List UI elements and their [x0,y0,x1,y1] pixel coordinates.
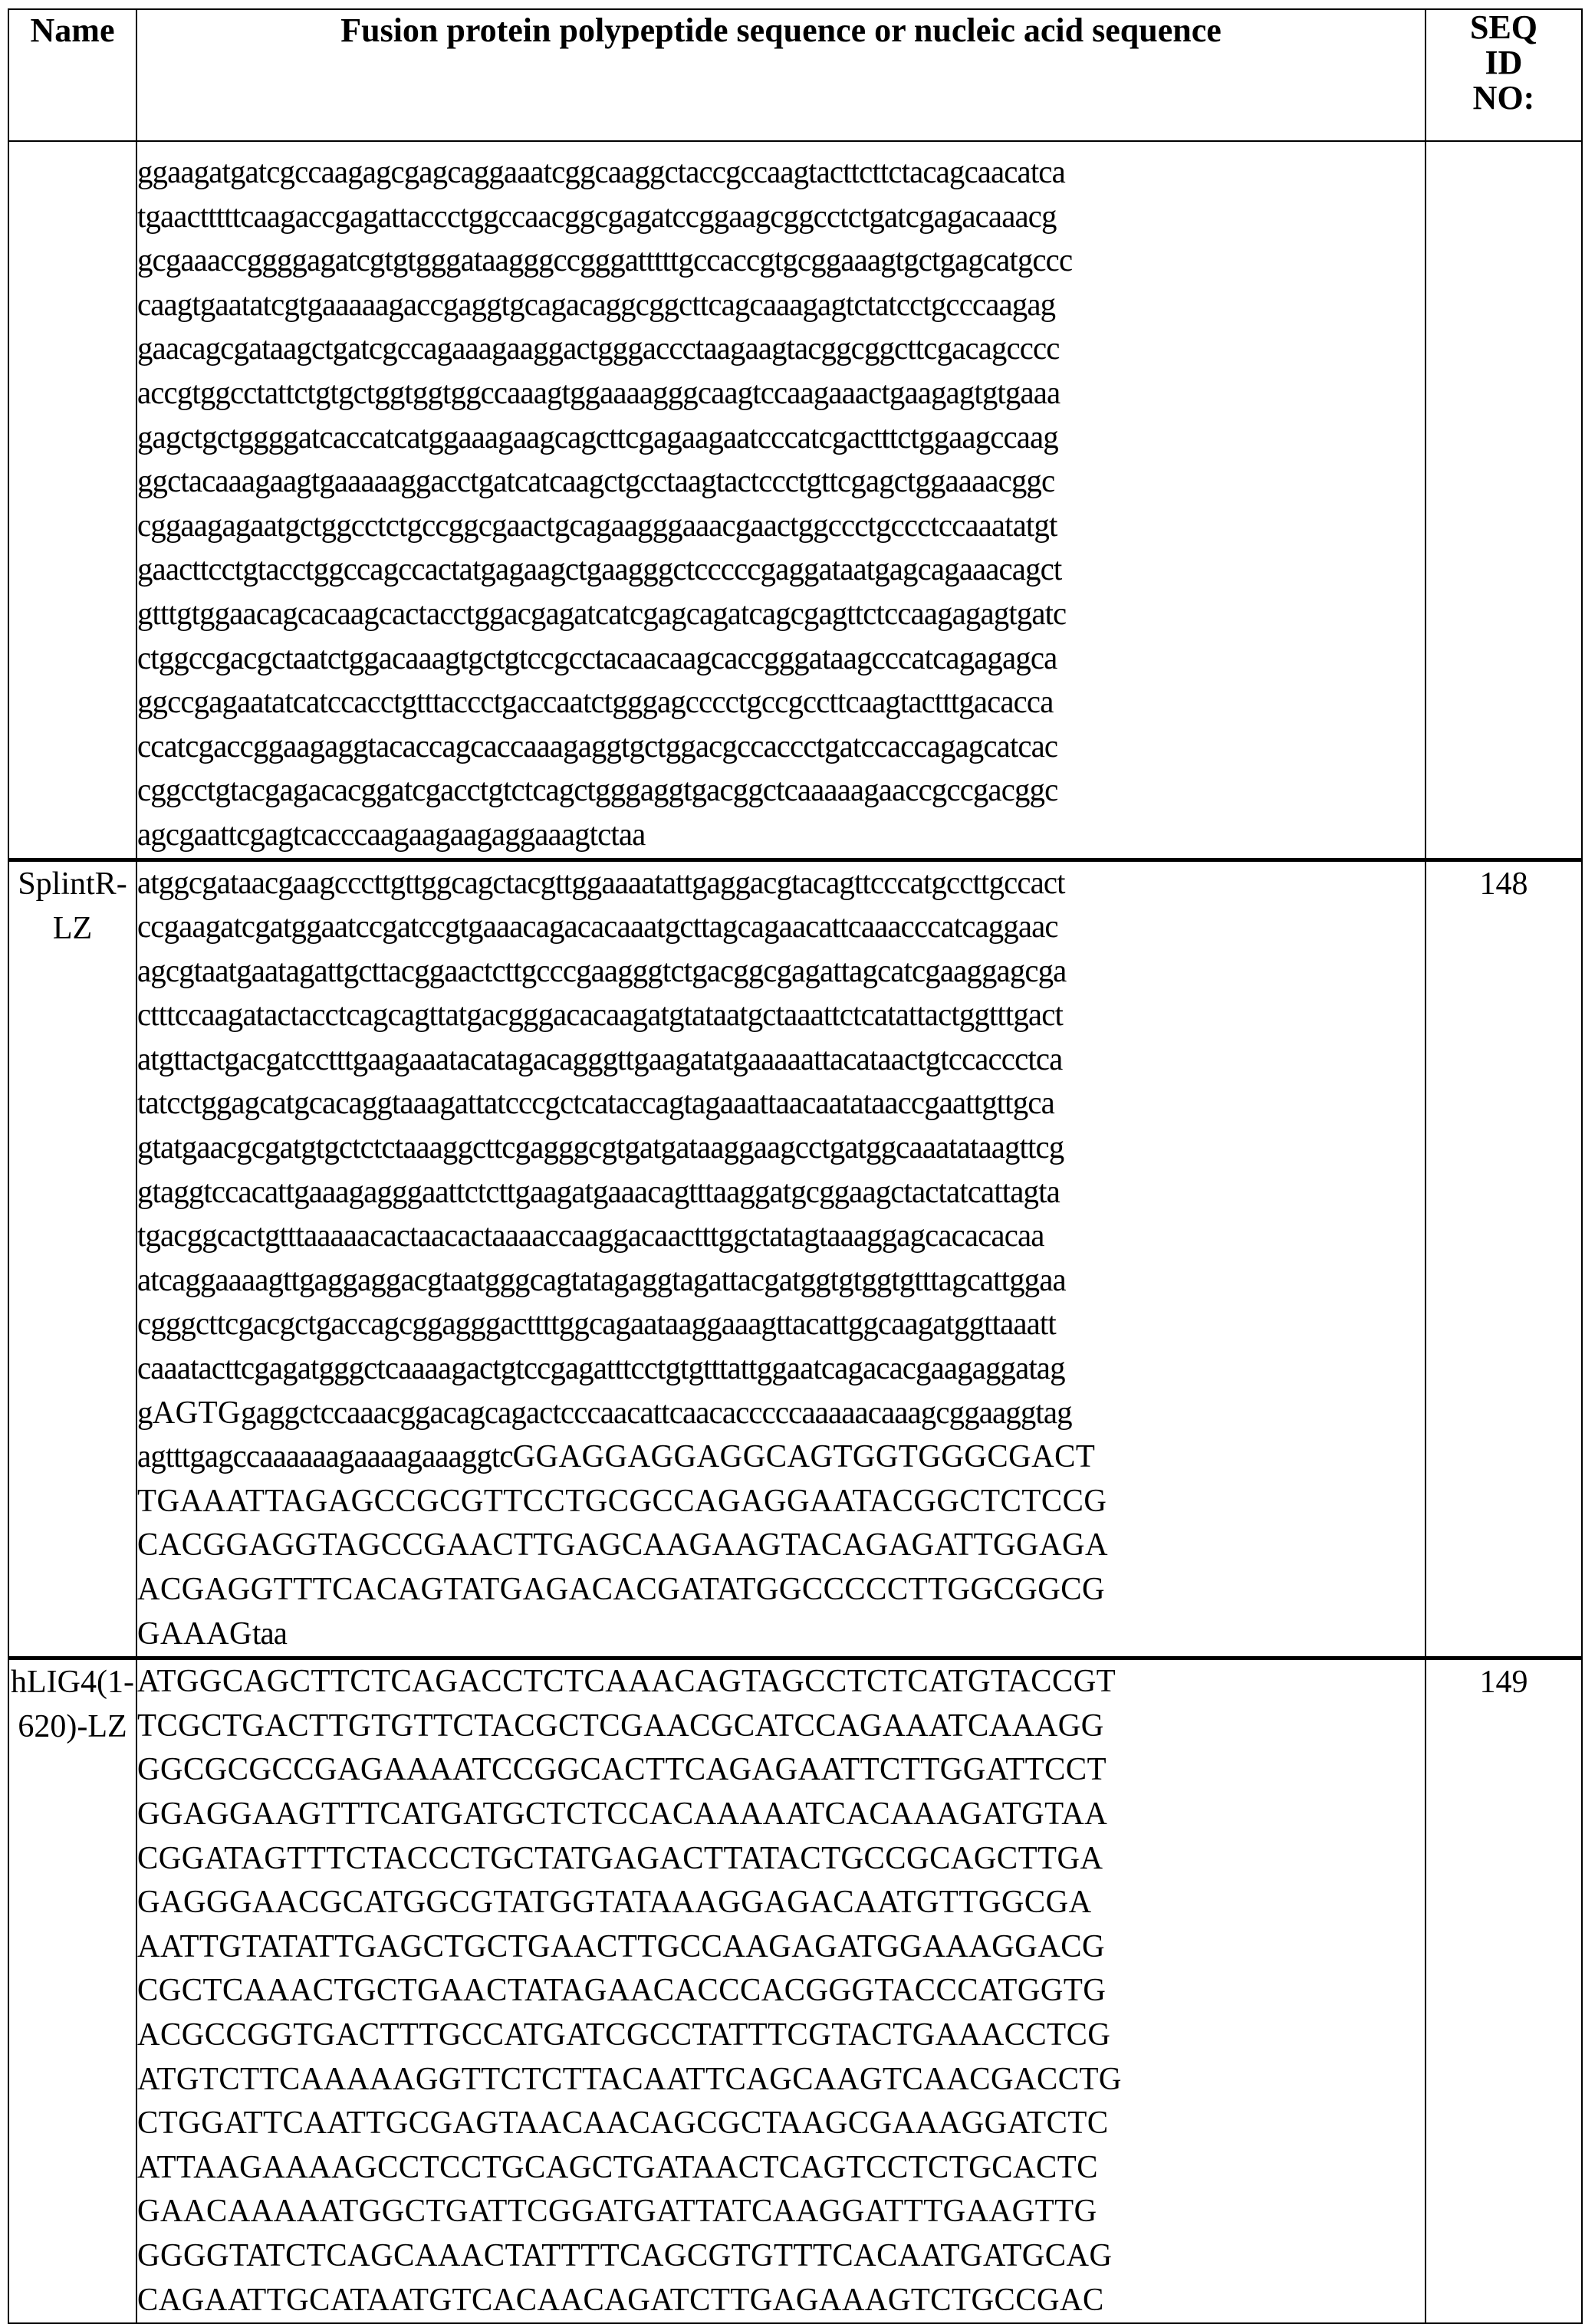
sequence-line: ATTAAGAAAAGCCTCCTGCAGCTGATAACTCAGTCCTCTGCACTC [137,2149,1098,2185]
header-seq-id-line: ID [1485,44,1523,81]
sequence-segment-uppercase: GGAGGAGGAGGCAGTGGTGGGCGACT [512,1439,1096,1475]
name-cell [8,1658,136,2323]
sequence-line: ACGCCGGTGACTTTGCCATGATCGCCTATTTCGTACTGAAACCTCG [137,2017,1111,2053]
table-row-continuation [8,141,1582,860]
sequence-line: caagtgaatatcgtgaaaaagaccgaggtgcagacaggcggcttcagcaaagagtctatcctgcccaagag [137,287,1056,323]
sequence-table [8,8,1583,2324]
sequence-line: gtatgaacgcgatgtgctctctaaaggcttcgagggcgtgatgataaggaagcctgatggcaaatataagttcg [137,1130,1064,1166]
name-cell [8,860,136,1658]
sequence-line: atcaggaaaagttgaggaggacgtaatgggcagtatagaggtagattacgatggtgtggtgtttagcattggaa [137,1262,1066,1298]
sequence-line: TGAAATTAGAGCCGCGTTCCTGCGCCAGAGGAATACGGCTCTCCG [137,1483,1107,1519]
name-line: 620)-LZ [18,1709,127,1745]
sequence-cell [136,141,1426,860]
sequence-line: gtaggtccacattgaaagagggaattctcttgaagatgaaacagtttaaggatgcggaagctactatcattagta [137,1174,1060,1210]
sequence-line: gaacagcgataagctgatcgccagaaagaaggactgggaccctaagaagtacggcggcttcgacagcccc [137,331,1060,367]
sequence-line: gtttgtggaacagcacaagcactacctggacgagatcatcgagcagatcagcgagttctccaagagagtgatc [137,596,1067,632]
name-line: SplintR- [18,866,127,902]
sequence-line [137,1435,1390,1480]
sequence-line: tgaactttttcaagaccgagattaccctggccaacggcgagatccggaagcggcctctgatcgagacaaacg [137,199,1057,235]
table-header-row [8,9,1582,141]
sequence-line: CAGAATTGCATAATGTCACAACAGATCTTGAGAAAGTCTGCCGAC [137,2282,1104,2318]
sequence-line: CGCTCAAACTGCTGAACTATAGAACACCCACGGGTACCCATGGTG [137,1973,1107,2009]
sequence-segment-uppercase: GAAAG [137,1616,253,1652]
sequence-line: GGCGCGCCGAGAAAATCCGGCACTTCAGAGAATTCTTGGATTCCT [137,1752,1107,1788]
sequence-segment: taa [252,1616,288,1652]
name-line: LZ [52,910,93,946]
sequence-line: accgtggcctattctgtgctggtggtggccaaagtggaaaagggcaagtccaagaaactgaagagtgtgaaa [137,375,1061,411]
sequence-cell [136,860,1426,1658]
sequence-line: GGGGTATCTCAGCAAACTATTTTCAGCGTGTTTCACAATGATGCAG [137,2237,1113,2273]
sequence-line: ggctacaaagaagtgaaaaaggacctgatcatcaagctgcctaagtactccctgttcgagctggaaaacggc [137,464,1055,500]
sequence-line: caaatacttcgagatgggctcaaaagactgtccgagatttcctgtgtttattggaatcagacacgaagaggatag [137,1351,1065,1387]
seq-id-cell: 149 [1426,1658,1582,2323]
sequence-line: ATGGCAGCTTCTCAGACCTCTCAAACAGTAGCCTCTCATGTACCGT [137,1664,1116,1700]
sequence-line: atgttactgacgatcctttgaagaaatacatagacagggttgaagatatgaaaaattacataactgtccaccctca [137,1041,1063,1077]
sequence-line: ccatcgaccggaagaggtacaccagcaccaaagaggtgctggacgccaccctgatccaccagagcatcac [137,728,1058,764]
sequence-line: ATGTCTTCAAAAAGGTTCTCTTACAATTCAGCAAGTCAACGACCTG [137,2061,1122,2097]
sequence-line: cgggcttcgacgctgaccagcggagggacttttggcagaataaggaaagttacattggcaagatggttaaatt [137,1307,1056,1343]
seq-id-cell [1426,141,1582,860]
sequence-line: TCGCTGACTTGTGTTCTACGCTCGAACGCATCCAGAAATCAAAGG [137,1708,1104,1744]
name-cell [8,141,136,860]
sequence-line: GGAGGAAGTTTCATGATGCTCTCCACAAAAATCACAAAGATGTAA [137,1796,1108,1832]
sequence-segment: agtttgagccaaaaaagaaaagaaaggtc [137,1439,513,1475]
sequence-line: ggaagatgatcgccaagagcgagcaggaaatcggcaaggctaccgccaagtacttcttctacagcaacatca [137,155,1065,190]
sequence-line: ccgaagatcgatggaatccgatccgtgaaacagacacaaatgcttagcagaacattcaaacccatcaggaac [137,909,1058,945]
sequence-line [137,1612,1390,1657]
sequence-line: GAGGGAACGCATGGCGTATGGTATAAAGGAGACAATGTTGGCGA [137,1885,1092,1921]
sequence-line: gcgaaaccggggagatcgtgtgggataagggccgggatttttgccaccgtgcggaaagtgctgagcatgccc [137,243,1073,279]
sequence-line: ggccgagaatatcatccacctgtttaccctgaccaatctgggagcccctgccgccttcaagtactttgacacca [137,685,1054,721]
sequence-line: CGGATAGTTTCTACCCTGCTATGAGACTTATACTGCCGCAGCTTGA [137,1840,1103,1876]
sequence-line: gagctgctggggatcaccatcatggaaagaagcagcttcgagaagaatcccatcgactttctggaagccaag [137,419,1058,455]
sequence-line: cggcctgtacgagacacggatcgacctgtctcagctgggaggtgacggctcaaaaagaaccgccgacggc [137,773,1058,809]
sequence-line: ACGAGGTTTCACAGTATGAGACACGATATGGCCCCCTTGGCGGCG [137,1572,1106,1607]
name-line: hLIG4(1- [11,1665,134,1701]
header-seq-id-line: SEQ [1469,8,1538,46]
sequence-line: gaacttcctgtacctggccagccactatgagaagctgaagggctcccccgaggataatgagcagaaacagct [137,552,1062,588]
sequence-segment: gaggctccaaacggacagcagactcccaacattcaacacccccaaaaacaaagcggaaggtag [241,1395,1072,1431]
sequence-cell [136,1658,1426,2323]
sequence-line: AATTGTATATTGAGCTGCTGAACTTGCCAAGAGATGGAAAGGACG [137,1928,1105,1964]
header-seq-id [1426,9,1582,141]
sequence-line: agcgtaatgaatagattgcttacggaactcttgcccgaagggtctgacggcgagattagcatcgaaggagcga [137,953,1067,989]
sequence-line: CTGGATTCAATTGCGAGTAACAACAGCGCTAAGCGAAAGGATCTC [137,2105,1109,2142]
sequence-segment: g [137,1395,153,1431]
header-name: Name [8,9,136,141]
sequence-line: tgacggcactgtttaaaaacactaacactaaaaccaaggacaactttggctatagtaaaggagcacacacaa [137,1218,1044,1254]
sequence-line: atggcgataacgaagcccttgttggcagctacgttggaaaatattgaggacgtacagttcccatgccttgccact [137,865,1065,901]
sequence-line: CACGGAGGTAGCCGAACTTGAGCAAGAAGTACAGAGATTGGAGA [137,1527,1109,1563]
seq-id-cell: 148 [1426,860,1582,1658]
header-seq-id-line: NO: [1472,79,1535,117]
sequence-segment-uppercase: AGTG [152,1395,242,1431]
table-row-splintr-lz [8,860,1582,1658]
table-row-hlig4-lz [8,1658,1582,2323]
sequence-line [137,1392,1390,1436]
sequence-line: cggaagagaatgctggcctctgccggcgaactgcagaagggaaacgaactggccctgccctccaaatatgt [137,508,1057,544]
sequence-line: GAACAAAAATGGCTGATTCGGATGATTATCAAGGATTTGAAGTTG [137,2194,1097,2230]
header-sequence: Fusion protein polypeptide sequence or nucleic acid sequence [136,9,1426,141]
sequence-line: agcgaattcgagtcacccaagaagaagaggaaagtctaa [137,817,646,853]
sequence-line: ctttccaagatactacctcagcagttatgacgggacacaagatgtataatgctaaattctcatattactggtttgact [137,998,1063,1034]
sequence-line: tatcctggagcatgcacaggtaaagattatcccgctcataccagtagaaattaacaatataaccgaattgttgca [137,1086,1054,1122]
sequence-line: ctggccgacgctaatctggacaaagtgctgtccgcctacaacaagcaccgggataagcccatcagagagca [137,640,1057,676]
